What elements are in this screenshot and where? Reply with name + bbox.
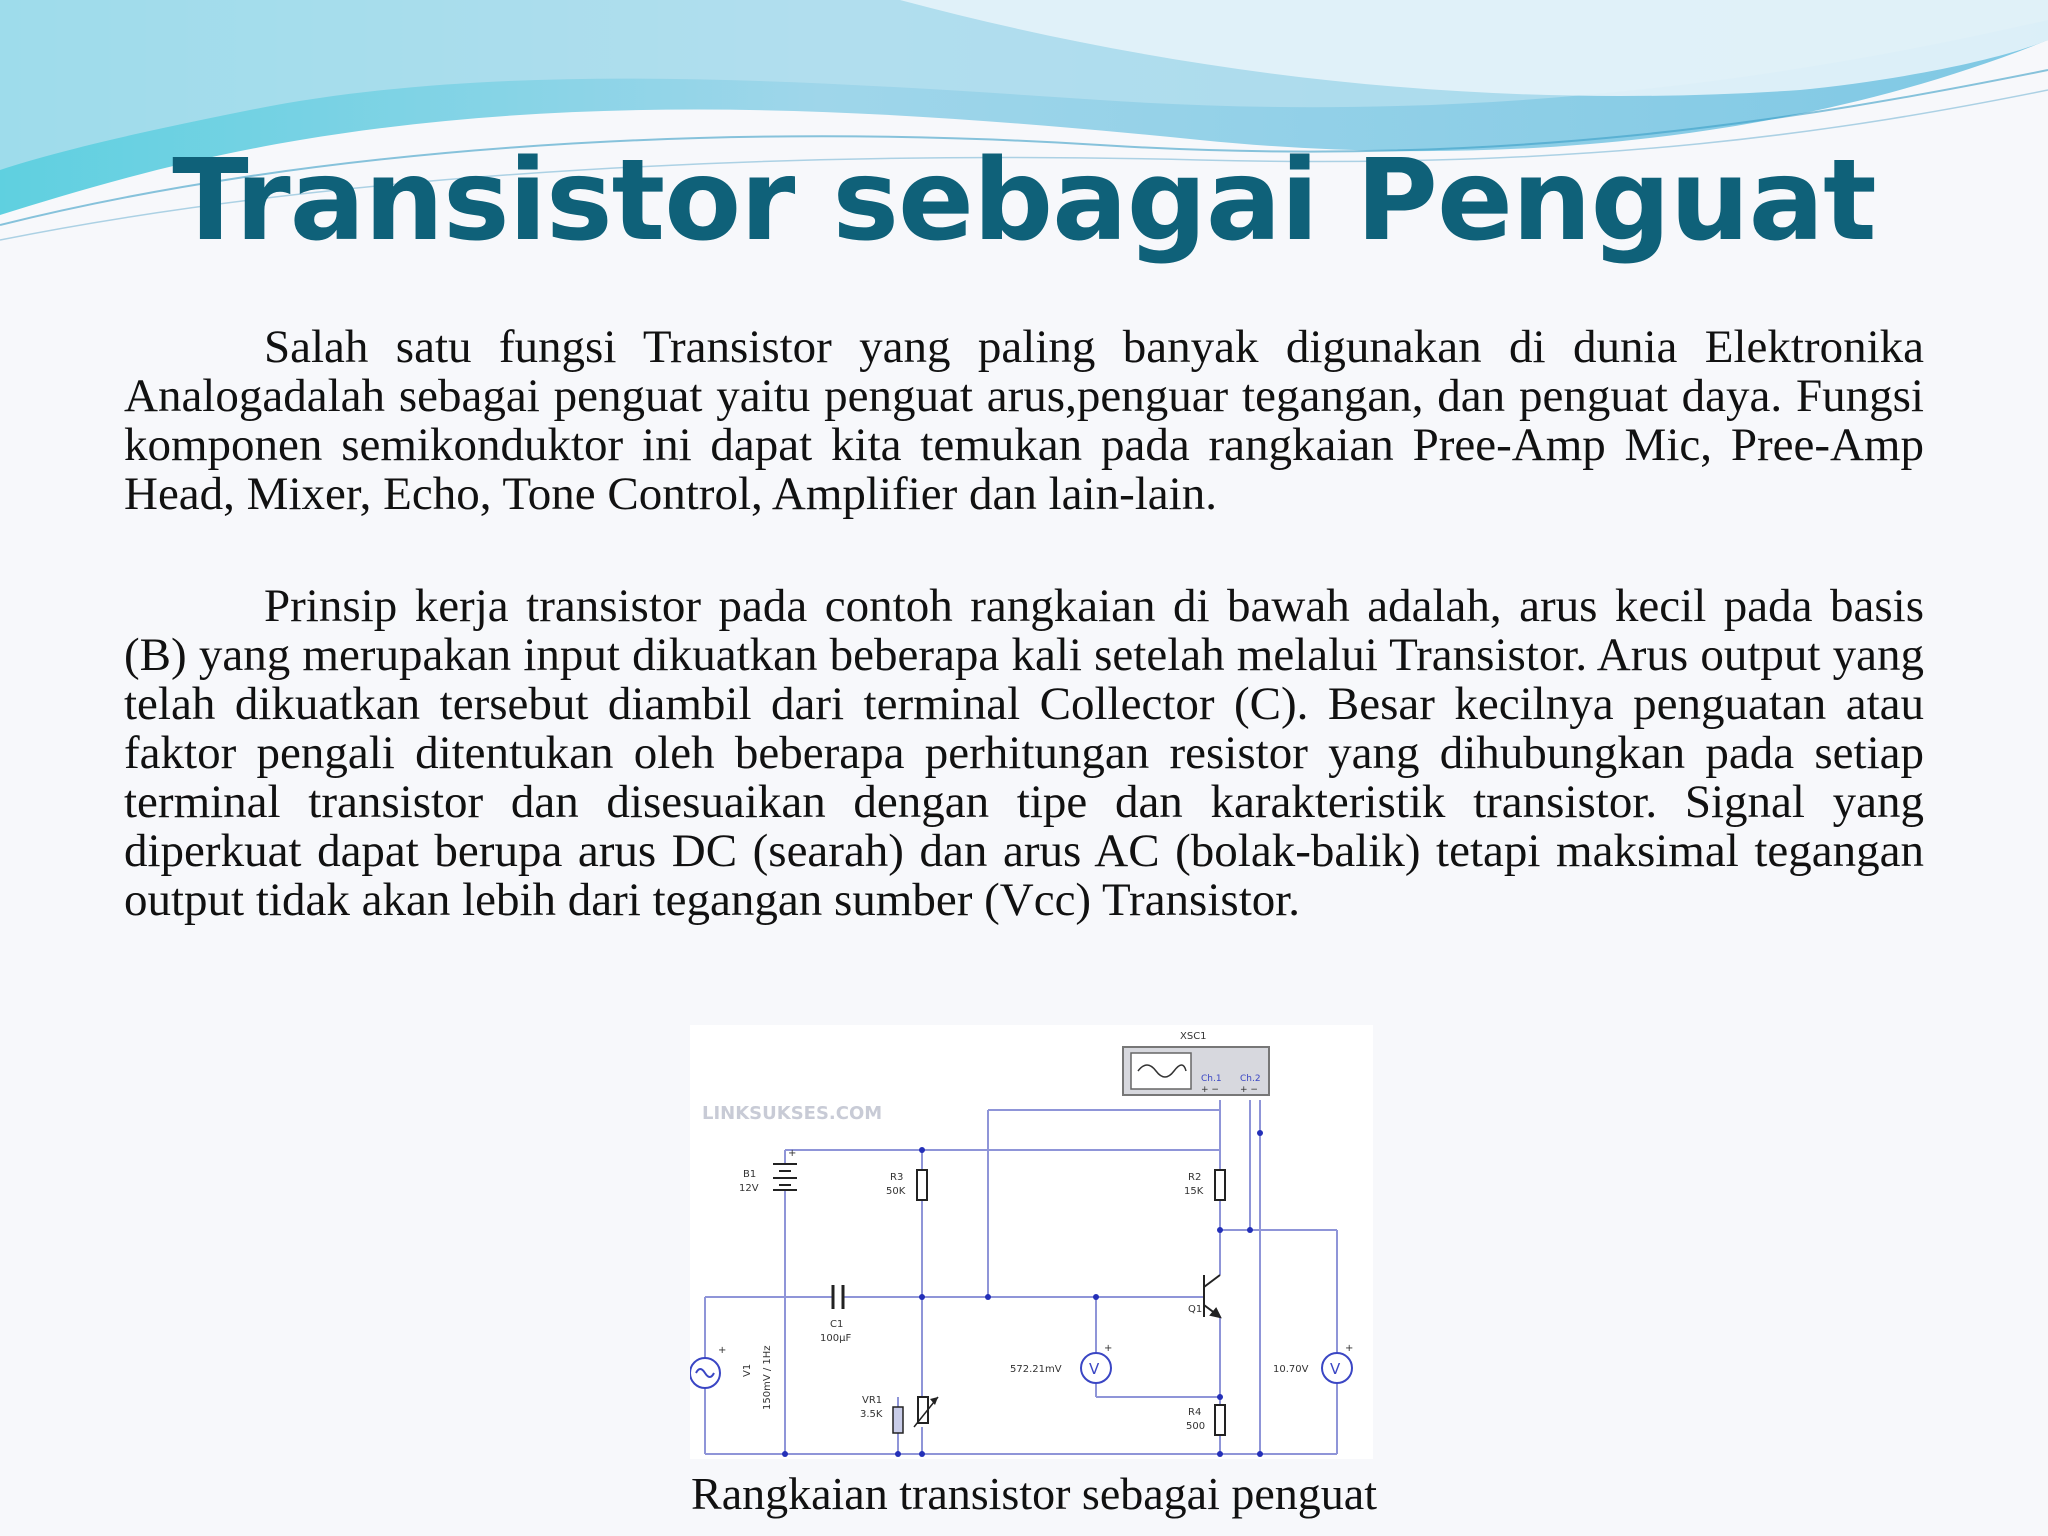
svg-text:+ −: + − (1201, 1085, 1219, 1095)
battery-b1-symbol (773, 1164, 797, 1190)
svg-text:+ −: + − (1240, 1085, 1258, 1095)
resistor-r3 (917, 1170, 927, 1200)
capacitor-c1 (833, 1285, 843, 1309)
paragraph-intro: Salah satu fungsi Transistor yang paling banyak digunakan di dunia Elektronika Analogadalah sebagai penguat yaitu penguat arus,penguar tegangan, dan penguat daya. Fungsi komponen semikonduktor ini dapat kita temukan pada rangkaian Pree-Amp Mic, Pree-Amp Head, Mixer, Echo, Tone Control, Amplifier dan lain-lain. (124, 321, 1924, 520)
svg-text:+: + (788, 1148, 797, 1159)
vr1-value: 3.5K (860, 1409, 883, 1420)
q1-label: Q1 (1188, 1304, 1203, 1315)
resistor-r4 (1215, 1405, 1225, 1435)
c1-label: C1 (830, 1319, 844, 1330)
scope-label: XSC1 (1180, 1031, 1207, 1042)
svg-text:+: + (1104, 1343, 1113, 1354)
r3-label: R3 (890, 1172, 904, 1183)
v1-value: 150mV / 1Hz (762, 1345, 773, 1410)
r2-value: 15K (1184, 1186, 1204, 1197)
b1-label: B1 (743, 1169, 757, 1180)
r4-label: R4 (1188, 1407, 1202, 1418)
voltmeter-2-reading: 10.70V (1273, 1364, 1309, 1375)
svg-text:+: + (718, 1345, 727, 1356)
slide-title: Transistor sebagai Penguat (172, 136, 1876, 266)
ch2-label: Ch.2 (1240, 1074, 1261, 1084)
transistor-q1-symbol (1204, 1275, 1220, 1317)
vr1-label: VR1 (862, 1395, 883, 1406)
voltmeter-1-reading: 572.21mV (1010, 1364, 1062, 1375)
svg-text:V: V (1330, 1360, 1341, 1378)
svg-text:+: + (1345, 1343, 1354, 1354)
r2-label: R2 (1188, 1172, 1202, 1183)
c1-value: 100µF (820, 1333, 852, 1344)
r4-value: 500 (1186, 1421, 1206, 1432)
v1-label: V1 (742, 1363, 753, 1377)
figure-caption: Rangkaian transistor sebagai penguat (691, 1468, 1377, 1519)
svg-text:V: V (1089, 1360, 1100, 1378)
paragraph-principle: Prinsip kerja transistor pada contoh rangkaian di bawah adalah, arus kecil pada basis (B) yang merupakan input dikuatkan beberapa kali setelah melalui Transistor. Arus output yang telah dikuatkan tersebut diambil dari terminal Collector (C). Besar kecilnya penguatan atau faktor pengali ditentukan oleh beberapa perhitungan resistor yang dihubungkan pada setiap terminal transistor dan disesuaikan dengan tipe dan karakteristik transistor. Signal yang diperkuat dapat berupa arus DC (searah) dan arus AC (bolak-balik) tetapi maksimal tegangan output tidak akan lebih dari tegangan sumber (Vcc) Transistor. (124, 580, 1924, 926)
b1-value: 12V (739, 1183, 759, 1194)
ch1-label: Ch.1 (1201, 1074, 1222, 1084)
amplifier-circuit-diagram (690, 1025, 1373, 1459)
circuit-wires (705, 1100, 1337, 1454)
potentiometer-vr1 (893, 1407, 903, 1433)
resistor-r2 (1215, 1170, 1225, 1200)
r3-value: 50K (886, 1186, 906, 1197)
watermark-text: LINKSUKSES.COM (702, 1103, 883, 1124)
